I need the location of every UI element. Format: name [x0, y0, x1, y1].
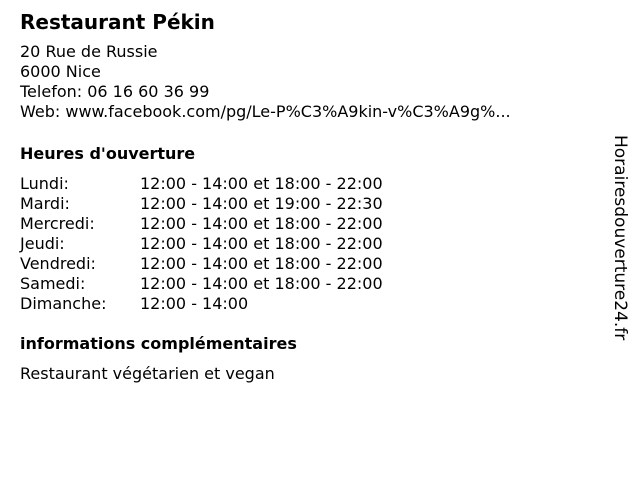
- hours-day: Dimanche:: [20, 294, 107, 313]
- hours-time: 12:00 - 14:00 et 18:00 - 22:00: [140, 234, 383, 253]
- opening-hours-title: Heures d'ouverture: [20, 144, 196, 163]
- restaurant-card: [20, 10, 600, 384]
- hours-row: [20, 234, 383, 254]
- additional-info-text: Restaurant végétarien et vegan: [20, 364, 275, 383]
- hours-day: Lundi:: [20, 174, 69, 193]
- hours-time: 12:00 - 14:00 et 18:00 - 22:00: [140, 254, 383, 273]
- additional-info-title: informations complémentaires: [20, 334, 297, 353]
- hours-day: Mercredi:: [20, 214, 95, 233]
- hours-row: [20, 214, 383, 234]
- address-line-1: 20 Rue de Russie: [20, 42, 158, 61]
- hours-time: 12:00 - 14:00 et 19:00 - 22:30: [140, 194, 383, 213]
- hours-time: 12:00 - 14:00 et 18:00 - 22:00: [140, 174, 383, 193]
- phone-line: Telefon: 06 16 60 36 99: [20, 82, 210, 101]
- hours-time: 12:00 - 14:00 et 18:00 - 22:00: [140, 274, 383, 293]
- hours-row: [20, 174, 383, 194]
- address-line-2: 6000 Nice: [20, 62, 101, 81]
- hours-time: 12:00 - 14:00 et 18:00 - 22:00: [140, 214, 383, 233]
- hours-row: [20, 294, 383, 314]
- opening-hours-table: [20, 174, 383, 314]
- hours-day: Mardi:: [20, 194, 70, 213]
- hours-row: [20, 254, 383, 274]
- hours-time: 12:00 - 14:00: [140, 294, 249, 313]
- brand-watermark: Horairesdouverture24.fr: [610, 135, 630, 341]
- restaurant-name: Restaurant Pékin: [20, 10, 215, 34]
- hours-day: Samedi:: [20, 274, 86, 293]
- hours-day: Vendredi:: [20, 254, 96, 273]
- hours-day: Jeudi:: [20, 234, 65, 253]
- hours-row: [20, 274, 383, 294]
- website-line: Web: www.facebook.com/pg/Le-P%C3%A9kin-v%C3%A9g%...: [20, 102, 511, 121]
- hours-row: [20, 194, 383, 214]
